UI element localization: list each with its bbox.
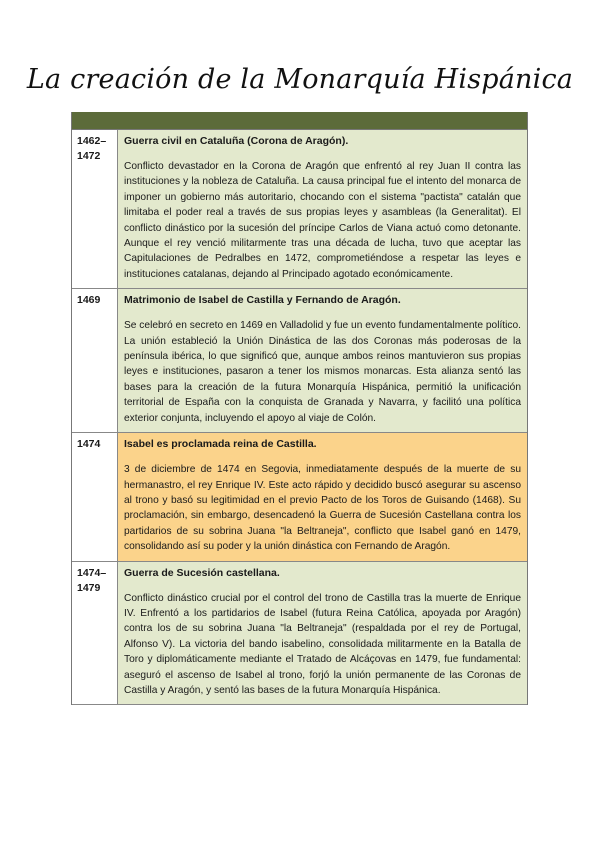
table-row bbox=[72, 433, 527, 561]
row-title: Guerra civil en Cataluña (Corona de Aragón). bbox=[124, 135, 349, 147]
row-title: Matrimonio de Isabel de Castilla y Fernando de Aragón. bbox=[124, 294, 401, 307]
row-body: Se celebró en secreto en 1469 en Valladolid y fue un evento fundamentalmente político. La unión estableció la Unión Dinástica de las dos Coronas más poderosas de la península ibérica, lo que significó que, aunque ambos reinos mantuvieron sus propias leyes e instituciones, pasaron a tener los mismos monarcas. Esta alianza sentó las bases para la creación de la futura Monarquía Hispánica, permitió la unificación territorial de España con la conquista de Granada y Navarra, y facilitó una política exterior conjunta, incluyendo el apoyo al viaje de Colón. bbox=[124, 320, 521, 424]
row-year: 1474–1479 bbox=[72, 562, 118, 705]
row-content bbox=[118, 562, 527, 705]
table-row bbox=[72, 130, 527, 289]
table-row bbox=[72, 289, 527, 433]
row-content bbox=[118, 433, 527, 560]
page-title: La creación de la Monarquía Hispánica bbox=[26, 64, 574, 95]
row-body: Conflicto dinástico crucial por el control del trono de Castilla tras la muerte de Enrique IV. Enfrentó a los partidarios de Isabel (futura Reina Católica, apoyada por Aragón) contra los de su sobrina Juana "la Beltraneja" (respaldada por el rey de Portugal, Alfonso V). La victoria del bando isabelino, consolidada militarmente en la Batalla de Toro y diplomáticamente mediante el Tratado de Alcáçovas en 1479, fue fundamental: aseguró el ascenso de Isabel al trono, forjó la unión permanente de las Coronas de Castilla y Aragón, y sentó las bases de la futura Monarquía Hispánica. bbox=[124, 592, 521, 696]
row-body: 3 de diciembre de 1474 en Segovia, inmediatamente después de la muerte de su hermanastro, el rey Enrique IV. Este acto rápido y decidido buscó asegurar su ascenso al trono y basó su legitimidad en el previo Pacto de los Toros de Guisando (1468). Su proclamación, sin embargo, desencadenó la Guerra de Sucesión Castellana contra los partidarios de su sobrina Juana "la Beltraneja", conflicto que Isabel ganó en 1479, consolidando así su poder y la unión dinástica con Fernando de Aragón. bbox=[124, 464, 521, 553]
row-year: 1469 bbox=[72, 289, 118, 432]
table-header-bar bbox=[72, 112, 527, 130]
row-year: 1462–1472 bbox=[72, 130, 118, 288]
timeline-table bbox=[71, 112, 528, 705]
row-content bbox=[118, 130, 527, 288]
row-title: Isabel es proclamada reina de Castilla. bbox=[124, 438, 317, 451]
row-content bbox=[118, 289, 527, 432]
row-year: 1474 bbox=[72, 433, 118, 560]
row-body: Conflicto devastador en la Corona de Aragón que enfrentó al rey Juan II contra las instituciones y la nobleza de Cataluña. La causa principal fue el intento del monarca de imponer un gobierno más autoritario, chocando con el sistema "pactista" catalán que limitaba el poder real a través de sus propias leyes y asambleas (la Generalitat). El conflicto dinástico por la sucesión del príncipe Carlos de Viana actuó como detonante. Aunque el rey venció militarmente tras una década de lucha, tuvo que aceptar las Capitulaciones de Pedralbes en 1472, comprometiéndose a respetar las leyes e instituciones catalanas, dejando al Principado agotado económicamente. bbox=[124, 161, 521, 280]
row-title: Guerra de Sucesión castellana. bbox=[124, 566, 280, 579]
table-row bbox=[72, 562, 527, 706]
